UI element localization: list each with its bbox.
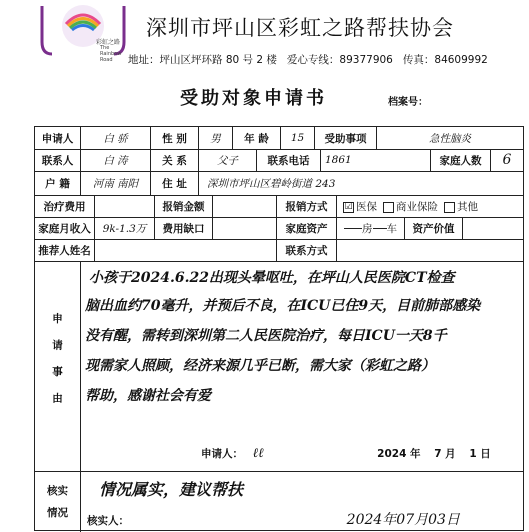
archive-number-label: 档案号： xyxy=(388,97,428,108)
label-reimburse-method: 报销方式 xyxy=(277,195,337,217)
label-car: 车 xyxy=(386,222,397,235)
row-applicant xyxy=(35,127,523,150)
label-contact: 联系人 xyxy=(35,149,81,171)
value-family-count[interactable]: 6 xyxy=(502,152,512,168)
label-age: 年 龄 xyxy=(233,127,281,149)
reason-line-3: 没有醒，需转到深圳第二人民医院治疗，每日ICU一天8千 xyxy=(85,328,447,344)
organization-title: 深圳市坪山区彩虹之路帮扶协会 xyxy=(146,16,454,40)
applicant-signature[interactable]: ℓℓ xyxy=(252,446,264,461)
value-asset-value[interactable] xyxy=(463,217,523,239)
label-treatment-cost: 治疗费用 xyxy=(35,195,95,217)
label-phone: 联系电话 xyxy=(257,149,321,171)
sign-month: 7 月 xyxy=(434,448,456,460)
org-address: 地址：坪山区坪环路 80 号 2 楼 xyxy=(128,54,277,66)
reason-line-4: 现需家人照顾，经济来源几乎已断，需大家（彩虹之路） xyxy=(85,358,435,374)
value-contact[interactable]: 白 涛 xyxy=(81,149,151,171)
reimburse-options xyxy=(337,195,523,217)
value-address[interactable]: 深圳市坪山区碧岭街道 243 xyxy=(207,177,336,190)
sign-day: 1 日 xyxy=(469,448,491,460)
row-recommender xyxy=(35,239,523,262)
label-monthly-income: 家庭月收入 xyxy=(35,217,95,239)
option-other: 其他 xyxy=(457,200,478,213)
label-relation: 关 系 xyxy=(151,149,199,171)
reason-line-1: 小孩于2024.6.22出现头晕呕吐，在坪山人民医院CT检查 xyxy=(89,270,455,286)
value-recommender[interactable] xyxy=(95,239,277,261)
option-medical: 医保 xyxy=(356,200,377,213)
value-monthly-income[interactable]: 9k-1.3万 xyxy=(95,217,155,239)
label-reimburse-amount: 报销金额 xyxy=(155,195,213,217)
row-income xyxy=(35,217,523,240)
value-reimburse-amount[interactable] xyxy=(213,195,277,217)
verifier-label: 核实人： xyxy=(87,515,129,527)
logo-name: 彩虹之路 xyxy=(96,39,121,46)
org-hotline: 爱心专线：89377906 xyxy=(286,54,393,66)
value-relation[interactable]: 父子 xyxy=(199,149,257,171)
row-reason xyxy=(35,261,523,472)
label-cost-gap: 费用缺口 xyxy=(155,217,213,239)
sign-year: 2024 年 xyxy=(377,448,421,460)
checkbox-other[interactable] xyxy=(444,202,455,213)
reason-line-2: 脑出血约70毫升，并预后不良，在ICU已住9天，目前肺部感染 xyxy=(85,298,481,314)
value-hukou[interactable]: 河南 南阳 xyxy=(81,171,151,195)
verify-text: 情况属实，建议帮扶 xyxy=(99,480,244,499)
applicant-sign-label: 申请人： xyxy=(201,448,243,460)
value-aid-item[interactable]: 急性脑炎 xyxy=(429,132,471,145)
label-contact-method: 联系方式 xyxy=(277,239,337,261)
reason-line-5: 帮助，感谢社会有爱 xyxy=(85,388,211,404)
verifier-area xyxy=(87,509,460,529)
reason-content[interactable] xyxy=(81,261,523,471)
label-family-count: 家庭人数 xyxy=(431,149,491,171)
checkbox-commercial[interactable] xyxy=(383,202,394,213)
value-phone[interactable]: 1861 xyxy=(321,149,431,171)
label-reason: 申请事由 xyxy=(35,261,81,471)
label-applicant: 申请人 xyxy=(35,127,81,149)
value-contact-method[interactable] xyxy=(337,239,523,261)
label-aid-item: 受助事项 xyxy=(315,127,377,149)
logo xyxy=(38,2,128,64)
label-gender: 性 别 xyxy=(151,127,199,149)
logo-english-name: The Rainbow Road xyxy=(100,45,122,63)
application-form-table xyxy=(34,126,524,531)
applicant-signature-area xyxy=(201,445,491,461)
option-commercial: 商业保险 xyxy=(396,200,438,213)
label-verify: 核实情况 xyxy=(35,471,81,532)
value-age[interactable]: 15 xyxy=(281,127,315,149)
checkbox-medical[interactable]: ☑ xyxy=(344,201,353,212)
verify-date: 2024年07月03日 xyxy=(346,512,460,528)
value-cost-gap[interactable] xyxy=(213,217,277,239)
label-recommender: 推荐人姓名 xyxy=(35,239,95,261)
label-address: 住 址 xyxy=(151,171,199,195)
label-house: 房 xyxy=(362,222,373,235)
label-family-assets: 家庭资产 xyxy=(277,217,337,239)
organization-info xyxy=(128,52,488,67)
value-gender[interactable]: 男 xyxy=(199,127,233,149)
value-treatment-cost[interactable] xyxy=(95,195,155,217)
row-treatment xyxy=(35,195,523,218)
org-fax: 传真：84609992 xyxy=(402,54,488,66)
value-applicant[interactable]: 白 骄 xyxy=(81,127,151,149)
form-title: 受助对象申请书 xyxy=(180,88,327,109)
row-contact xyxy=(35,149,523,172)
value-house-car[interactable] xyxy=(337,217,405,239)
row-hukou xyxy=(35,171,523,196)
label-asset-value: 资产价值 xyxy=(405,217,463,239)
verify-content[interactable] xyxy=(81,471,523,532)
label-hukou: 户 籍 xyxy=(35,171,81,195)
row-verify xyxy=(35,471,523,532)
